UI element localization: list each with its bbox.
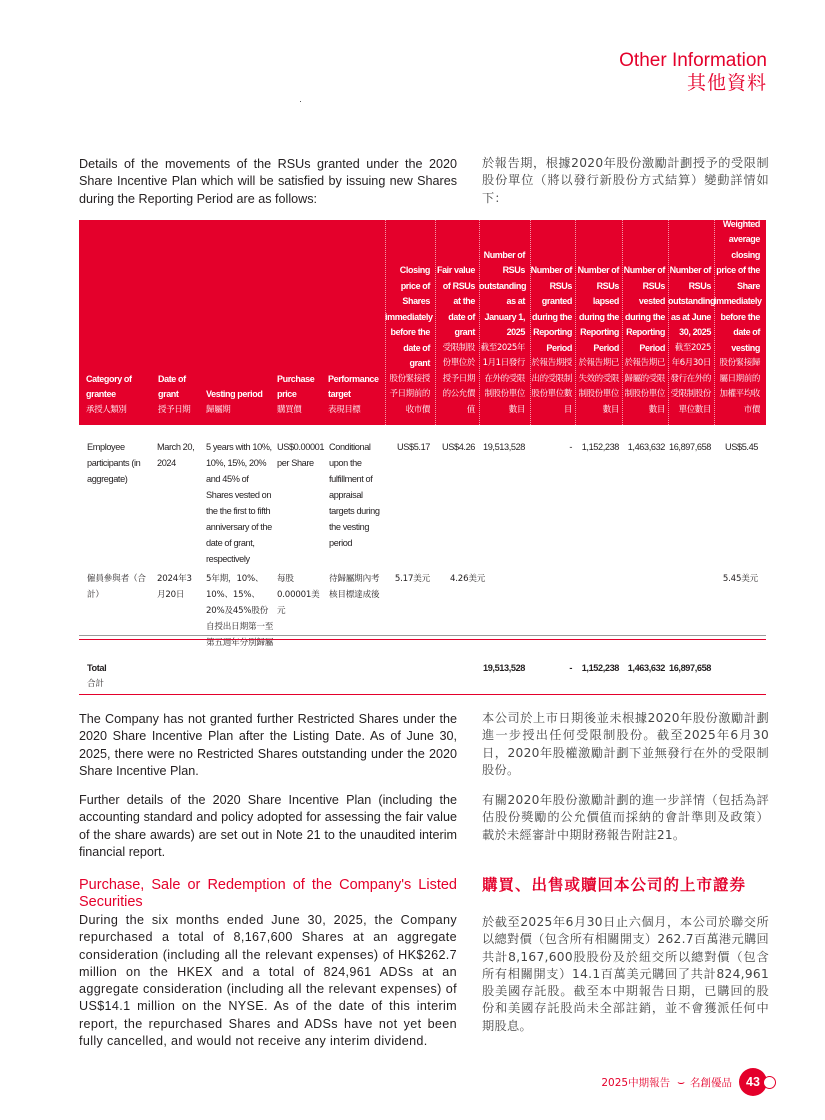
para1-zh: 本公司於上市日期後並未根據2020年股份激勵計劃進一步授出任何受限制股份。截至2025年6月30日，2020年股權激勵計劃下並無發行在外的受限制股份。 bbox=[482, 711, 769, 777]
section-body-zh: 於截至2025年6月30日止六個月，本公司於聯交所以總對價（包含所有相關開支）262.7百萬港元購回共計8,167,600股股份及於紐交所以總對價（包含所有相關開支）14.1百萬美元購回了共計824,961股美國存託股。截至本中期報告日期，已購回的股份和美國存託股尚未全部註銷，並不會獲派任何中期股息。 bbox=[482, 915, 769, 1033]
header-title-zh: 其他資料 bbox=[686, 72, 767, 94]
th-divider bbox=[668, 220, 669, 425]
rsu-table-header bbox=[79, 220, 766, 425]
total-granted: - bbox=[569, 663, 572, 673]
th-granted: Number of RSUs granted during the Reporting Period 於報告期授出的受限制股份單位數目 bbox=[530, 265, 572, 415]
cell-price-zh: 每股0.00001美元 bbox=[277, 574, 320, 616]
total-outstanding-jan: 19,513,528 bbox=[483, 663, 525, 673]
cell-category: Employee participants (in aggregate) bbox=[87, 442, 141, 484]
section-heading-zh: 購買、出售或贖回本公司的上市證券 bbox=[482, 876, 747, 894]
cell-granted: - bbox=[569, 442, 572, 452]
page-number: 43 bbox=[739, 1068, 767, 1096]
th-outstanding-jan: Number of RSUs outstanding as at January 1, 2025 截至2025年1月1日發行在外的受限制股份單位數目 bbox=[479, 249, 527, 415]
th-divider bbox=[530, 220, 531, 425]
para2-en: Further details of the 2020 Share Incentive Plan (including the accounting standard and policy adopted for assessing the fair value of the share awards) are set out in Note 21 to the unaudited interim financial report. bbox=[79, 793, 457, 859]
para2-zh: 有關2020年股份激勵計劃的進一步詳情（包括為評估股份獎勵的公允價值而採納的會計準則及政策）載於未經審計中期財務報告附註21。 bbox=[482, 793, 769, 842]
table-rule-accent bbox=[79, 639, 766, 640]
cell-vesting: 5 years with 10%, 10%, 15%, 20% and 45% of Shares vested on the the first to fifth anniversary of the date of grant, respectively bbox=[206, 442, 272, 564]
th-lapsed: Number of RSUs lapsed during the Reporting Period 於報告期已失效的受限制股份單位數目 bbox=[577, 265, 619, 415]
table-rule bbox=[79, 635, 766, 636]
header-title-en: Other Information bbox=[619, 50, 767, 71]
cell-fair-zh: 4.26美元 bbox=[450, 574, 486, 584]
cell-weighted-zh: 5.45美元 bbox=[722, 574, 758, 584]
th-vested: Number of RSUs vested during the Reporting Period 於報告期已歸屬的受限制股份單位數目 bbox=[623, 265, 665, 415]
table-rule-bottom bbox=[79, 694, 766, 695]
th-divider bbox=[435, 220, 436, 425]
cell-price: US$0.00001 per Share bbox=[277, 442, 325, 468]
total-label-zh: 合計 bbox=[87, 679, 104, 689]
th-divider bbox=[714, 220, 715, 425]
total-vested: 1,463,632 bbox=[627, 663, 665, 673]
cell-outstanding-jun: 16,897,658 bbox=[669, 442, 711, 452]
cell-closing-zh: 5.17美元 bbox=[394, 574, 430, 584]
cell-lapsed: 1,152,238 bbox=[581, 442, 619, 452]
th-divider bbox=[575, 220, 576, 425]
th-outstanding-jun: Number of RSUs outstanding as at June 30, 2025 截至2025年6月30日發行在外的受限制股份單位數目 bbox=[668, 265, 716, 415]
th-divider bbox=[479, 220, 480, 425]
th-target: Performance target 表現目標 bbox=[328, 373, 379, 415]
intro-en: Details of the movements of the RSUs granted under the 2020 Share Incentive Plan which will be satisfied by issuing new Shares during the Reporting Period are as follows: bbox=[79, 157, 457, 206]
th-category: Category of grantee 承授人類別 bbox=[86, 373, 132, 415]
para1-en: The Company has not granted further Restricted Shares under the 2020 Share Incentive Plan after the Listing Date. As of June 30, 2025, there were no Restricted Shares outstanding under the 2020 Share Incentive Plan. bbox=[79, 712, 457, 778]
brand-logo-icon: ⌣ bbox=[677, 1074, 685, 1089]
th-vesting: Vesting period 歸屬期 bbox=[206, 389, 263, 415]
total-label-en: Total bbox=[87, 663, 107, 673]
cell-target-zh: 待歸屬期內考核目標達成後 bbox=[329, 574, 380, 600]
cell-vested: 1,463,632 bbox=[627, 442, 665, 452]
cell-vesting-zh: 5年期，10%、10%、15%、20%及45%股份自授出日期第一至第五週年分別歸屬 bbox=[206, 574, 274, 648]
cell-weighted: US$5.45 bbox=[725, 442, 758, 452]
intro-zh: 於報告期，根據2020年股份激勵計劃授予的受限制股份單位（將以發行新股份方式結算）變動詳情如下： bbox=[482, 156, 769, 205]
cell-closing: US$5.17 bbox=[397, 442, 430, 452]
cell-target: Conditional upon the fulfillment of appraisal targets during the vesting period bbox=[329, 442, 380, 548]
cell-category-zh: 僱員參與者（合計） bbox=[87, 574, 146, 600]
page-header bbox=[619, 50, 767, 94]
th-date: Date of grant 授予日期 bbox=[158, 373, 191, 415]
cell-date: March 20, 2024 bbox=[157, 442, 195, 468]
th-price: Purchase price 購買價 bbox=[277, 373, 315, 415]
page-footer bbox=[601, 1068, 767, 1096]
th-divider bbox=[622, 220, 623, 425]
footer-brand: 名創優品 bbox=[690, 1076, 732, 1089]
footer-report-title: 2025中期報告 bbox=[601, 1076, 671, 1089]
section-body-en: During the six months ended June 30, 2025, the Company repurchased a total of 8,167,600 Shares at an aggregate consideration (including all the relevant expenses) of HK$262.7 million on the HKEX and a total of 824,961 ADSs at an aggregate consideration (including all the relevant expenses) of US$14.1 million on the NYSE. As of the date of this interim report, the repurchased Shares and ADSs have not yet been fully cancelled, and would not receive any interim dividend. bbox=[79, 913, 457, 1049]
th-weighted: Weighted average closing price of the Share immediately before the date of vesting 股份緊接歸屬日期前的加權平均收市價 bbox=[714, 218, 762, 415]
th-closing: Closing price of Shares immediately before the date of grant 股份緊接授予日期前的收市價 bbox=[385, 265, 433, 415]
total-outstanding-jun: 16,897,658 bbox=[669, 663, 711, 673]
cell-date-zh: 2024年3月20日 bbox=[157, 574, 192, 600]
th-fair: Fair value of RSUs at the date of grant 受限制股份單位於授予日期的公允價值 bbox=[436, 265, 475, 415]
stray-dot bbox=[300, 101, 301, 102]
cell-outstanding-jan: 19,513,528 bbox=[483, 442, 525, 452]
th-divider bbox=[385, 220, 386, 425]
section-heading-en: Purchase, Sale or Redemption of the Company's Listed Securities bbox=[79, 877, 457, 910]
total-lapsed: 1,152,238 bbox=[581, 663, 619, 673]
cell-fair: US$4.26 bbox=[442, 442, 475, 452]
